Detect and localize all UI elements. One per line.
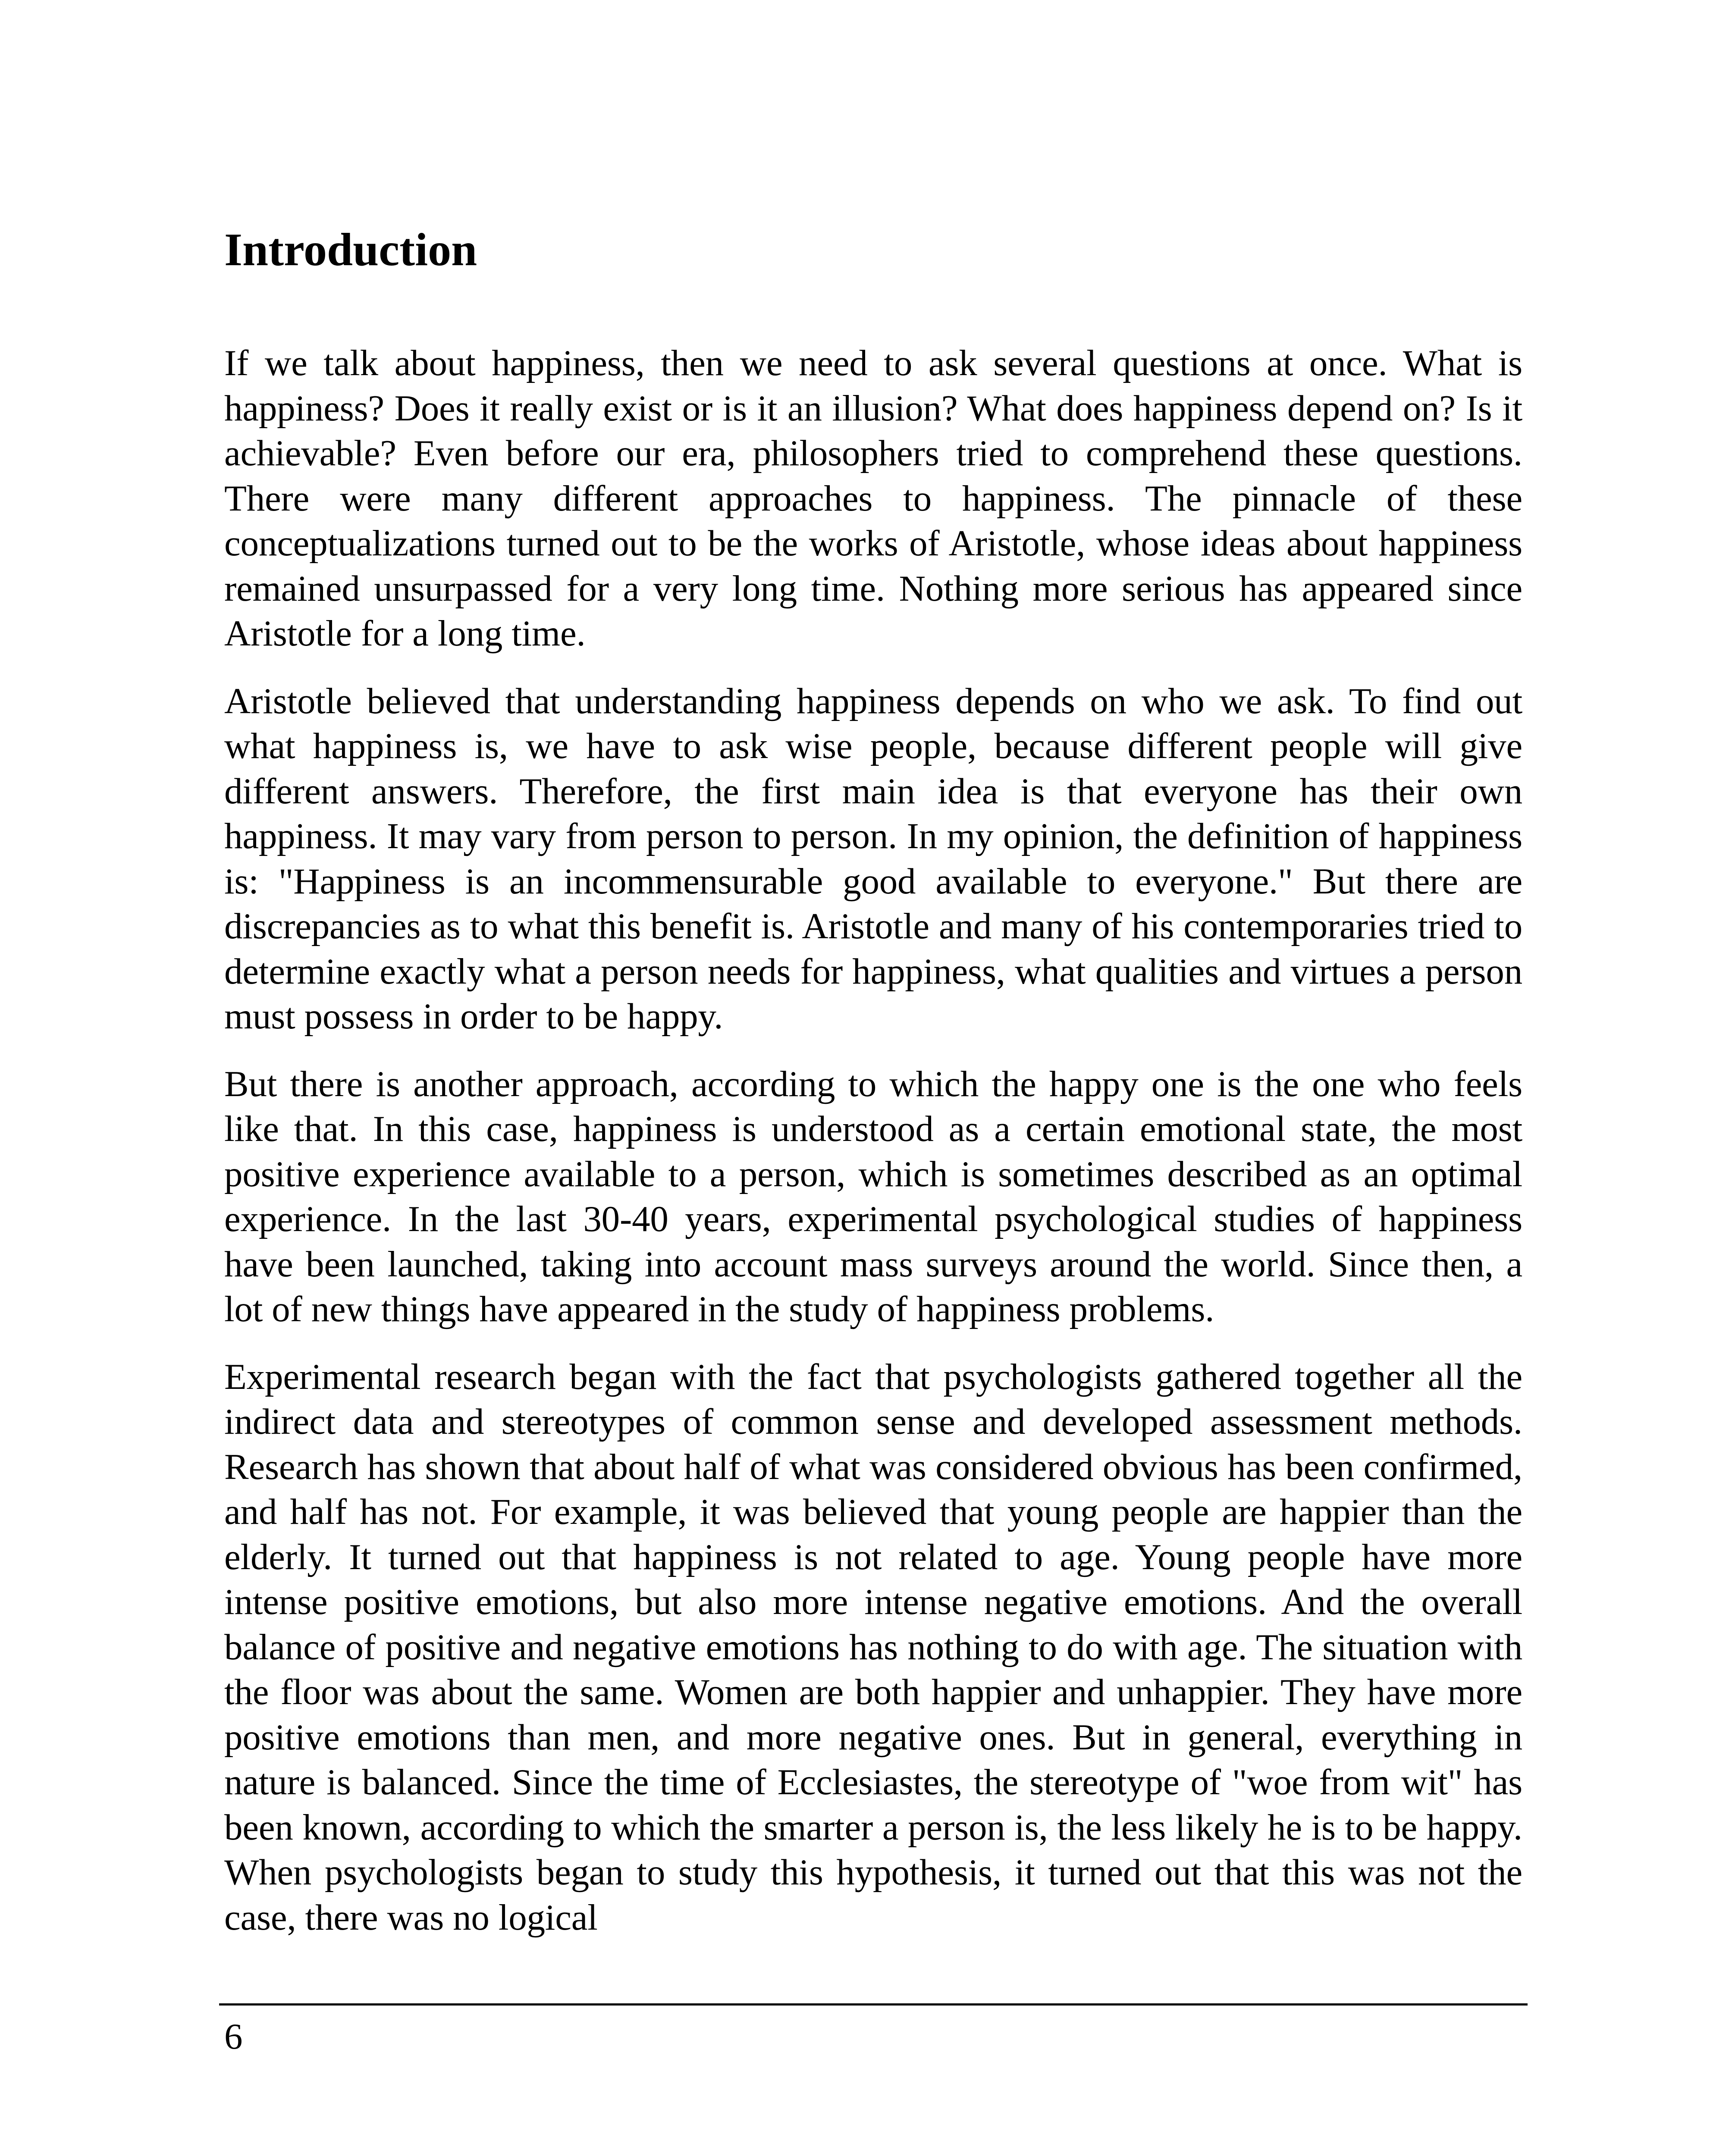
section-heading: Introduction	[224, 224, 477, 276]
body-text	[224, 341, 1522, 1962]
paragraph: Aristotle believed that understanding happiness depends on who we ask. To find out what happiness is, we have to ask wise people, because different people will give different answers. Therefore, the first main idea is that everyone has their own happiness. It may vary from person to person. In my opinion, the definition of happiness is: "Happiness is an incommensurable good available to everyone." But there are discrepancies as to what this benefit is. Aristotle and many of his contemporaries tried to determine exactly what a person needs for happiness, what qualities and virtues a person must possess in order to be happy.	[224, 680, 1522, 1037]
page-number: 6	[224, 2016, 243, 2057]
footer-rule	[219, 2003, 1528, 2006]
paragraph: Experimental research began with the fact that psychologists gathered together all the indirect data and stereotypes of common sense and developed assessment methods. Research has shown that about half of what was considered obvious has been confirmed, and half has not. For example, it was believed that young people are happier than the elderly. It turned out that happiness is not related to age. Young people have more intense positive emotions, but also more intense negative emotions. And the overall balance of positive and negative emotions has nothing to do with age. The situation with the floor was about the same. Women are both happier and unhappier. They have more positive emotions than men, and more negative ones. But in general, everything in nature is balanced. Since the time of Ecclesiastes, the stereotype of "woe from wit" has been known, according to which the smarter a person is, the less likely he is to be happy. When psychologists began to study this hypothesis, it turned out that this was not the case, there was no logical	[224, 1356, 1522, 1938]
paragraph: But there is another approach, according to which the happy one is the one who feels like that. In this case, happiness is understood as a certain emotional state, the most positive experience available to a person, which is sometimes described as an optimal experience. In the last 30-40 years, experimental psychological studies of happiness have been launched, taking into account mass surveys around the world. Since then, a lot of new things have appeared in the study of happiness problems.	[224, 1063, 1522, 1329]
paragraph: If we talk about happiness, then we need to ask several questions at once. What is happiness? Does it really exist or is it an illusion? What does happiness depend on? Is it achievable? Even before our era, philosophers tried to comprehend these questions. There were many different approaches to happiness. The pinnacle of these conceptualizations turned out to be the works of Aristotle, whose ideas about happiness remained unsurpassed for a very long time. Nothing more serious has appeared since Aristotle for a long time.	[224, 343, 1522, 654]
